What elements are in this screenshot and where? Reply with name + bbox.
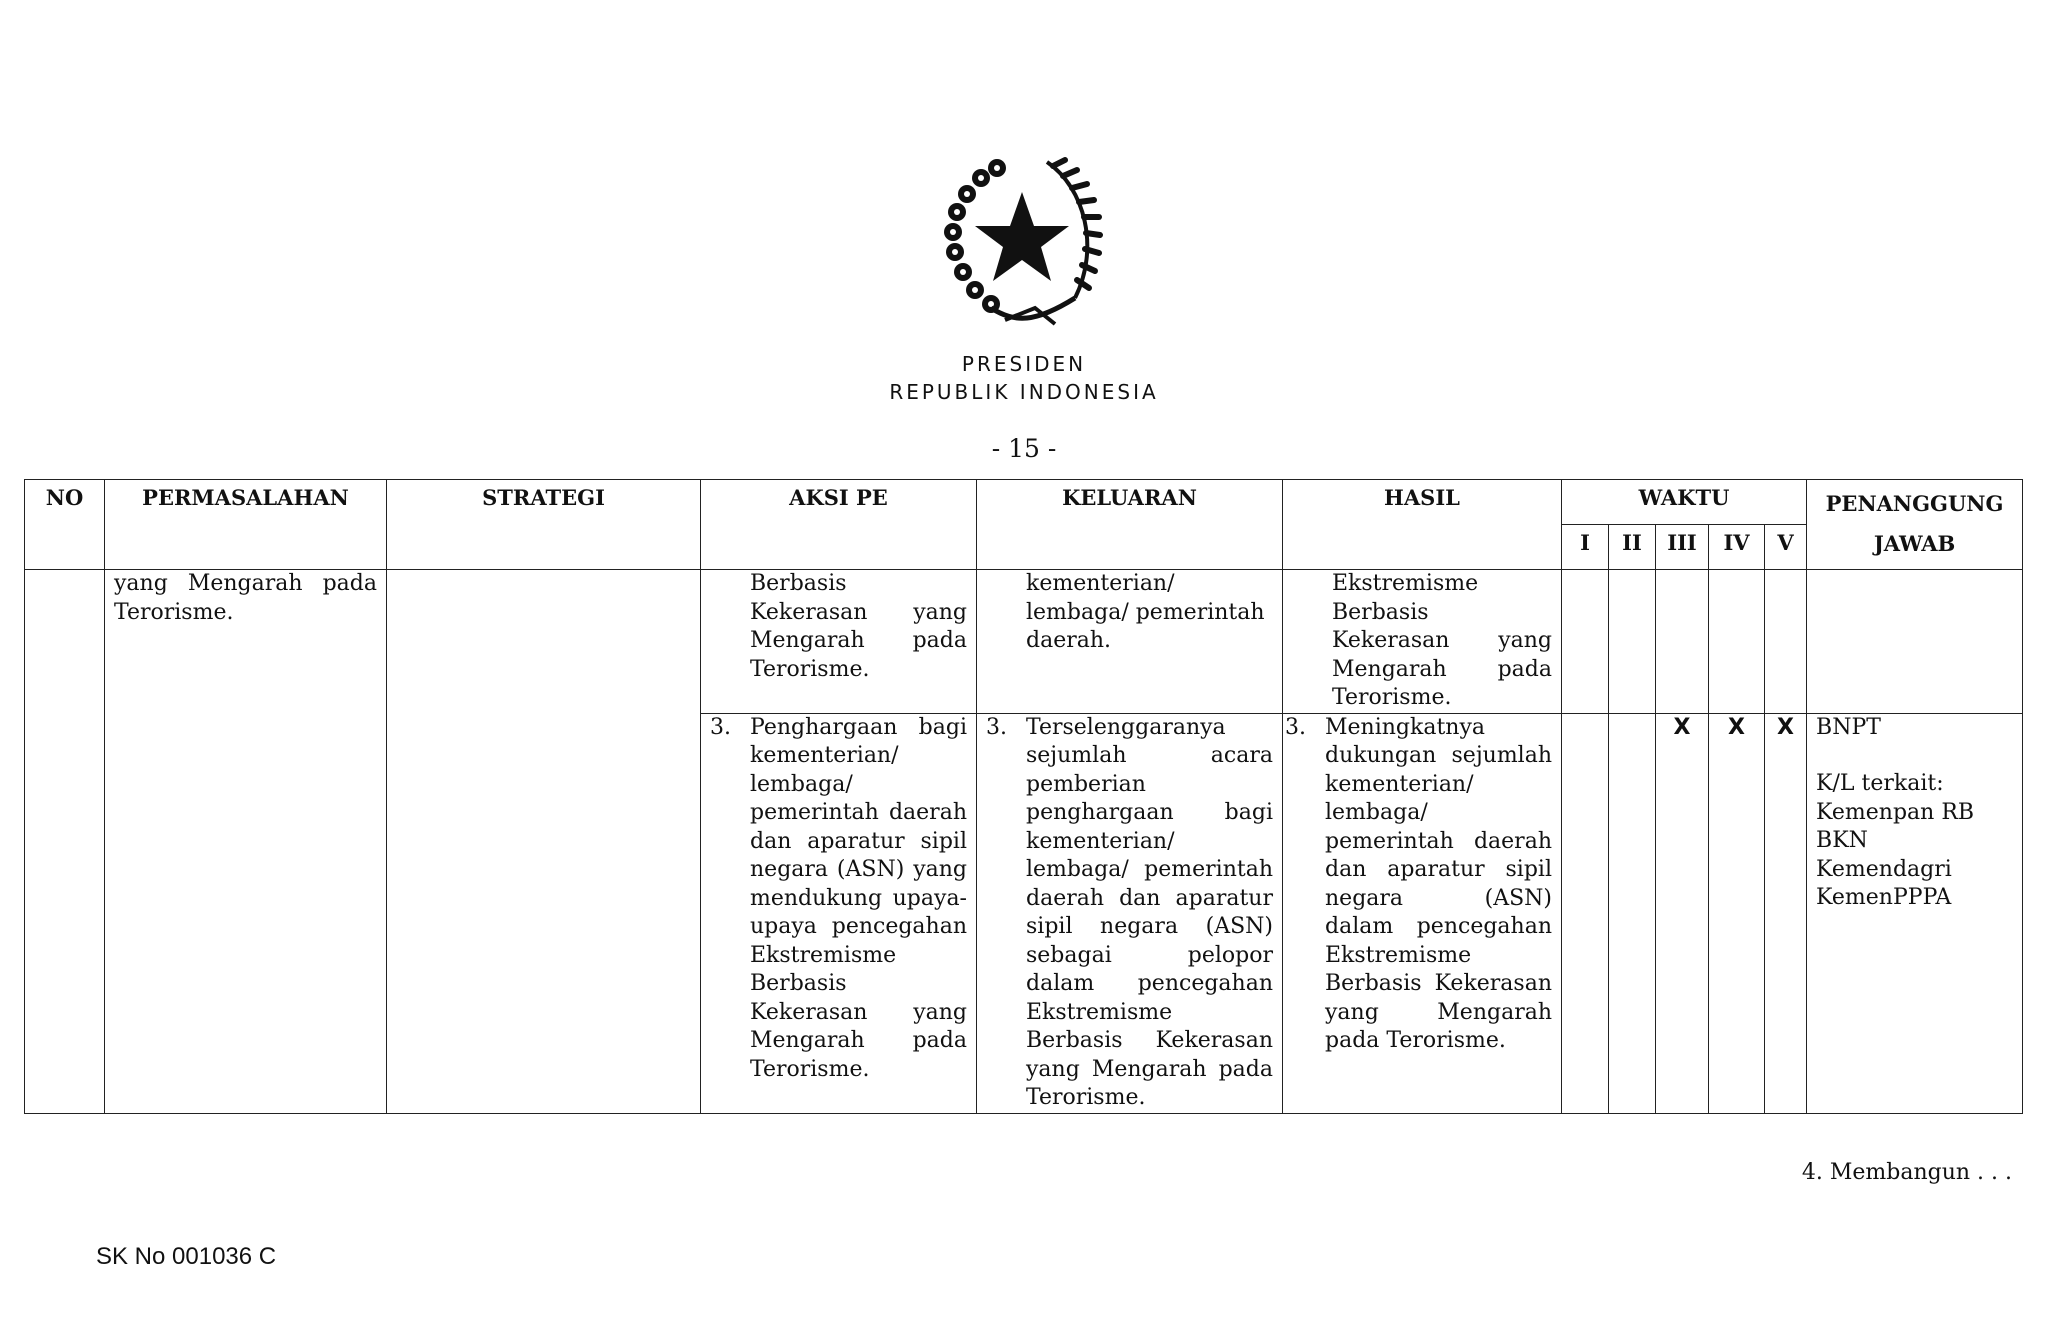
cell-permasalahan: yang Mengarah pada Terorisme. xyxy=(105,570,387,1114)
col-header-waktu-iv: IV xyxy=(1709,525,1765,570)
penanggung-terkait-label: K/L terkait: xyxy=(1816,771,1944,796)
header-line-presiden: PRESIDEN xyxy=(961,352,1087,376)
cell-aksi xyxy=(701,713,977,1113)
cell-no xyxy=(25,570,105,1114)
keluaran-number: 3. xyxy=(986,714,1007,740)
cell-strategi xyxy=(387,570,701,1114)
cell-waktu-ii xyxy=(1609,713,1656,1113)
col-header-no: NO xyxy=(25,480,105,570)
table-row xyxy=(25,570,2023,714)
penanggung-terkait-item: Kemendagri xyxy=(1816,856,1952,882)
sk-number: SK No 001036 C xyxy=(96,1243,277,1270)
keluaran-text: Terselenggaranya sejumlah acara pemberian penghargaan bagi kementerian/ lembaga/ pemerintah daerah dan aparatur sipil negara (ASN) sebagai pelopor dalam pencegahan Ekstremisme Berbasis Kekerasan yang Mengarah pada Terorisme. xyxy=(1026,714,1273,1110)
col-header-penanggung-line1: PENANGGUNG xyxy=(1825,491,2004,516)
col-header-strategi: STRATEGI xyxy=(387,480,701,570)
cell-penanggung xyxy=(1807,713,2023,1113)
col-header-hasil: HASIL xyxy=(1283,480,1562,570)
col-header-waktu-iii: III xyxy=(1656,525,1709,570)
penanggung-terkait-item: BKN xyxy=(1816,828,1868,853)
hasil-number: 3. xyxy=(1285,714,1306,740)
penanggung-terkait-item: KemenPPPA xyxy=(1816,885,1952,910)
table-header-row xyxy=(25,480,2023,525)
cell-hasil-cont xyxy=(1283,570,1562,714)
page-number: - 15 - xyxy=(991,434,1057,463)
cell-waktu-iii: X xyxy=(1656,713,1709,1113)
col-header-permasalahan: PERMASALAHAN xyxy=(105,480,387,570)
aksi-text: Penghargaan bagi kementerian/ lembaga/ pemerintah daerah dan aparatur sipil negara (ASN) yang mendukung upaya-upaya pencegahan Ekstremisme Berbasis Kekerasan yang Mengarah pada Terorisme. xyxy=(750,714,967,1082)
col-header-keluaran: KELUARAN xyxy=(977,480,1283,570)
header-line-republik: REPUBLIK INDONESIA xyxy=(889,380,1159,404)
col-header-waktu-ii: II xyxy=(1609,525,1656,570)
keluaran-cont-text: kementerian/ lembaga/ pemerintah daerah. xyxy=(1026,571,1265,653)
penanggung-terkait-item: Kemenpan RB xyxy=(1816,799,1975,825)
action-plan-table xyxy=(24,479,2023,1114)
cell-waktu-iii xyxy=(1656,570,1709,714)
cell-keluaran-cont xyxy=(977,570,1283,714)
cell-penanggung xyxy=(1807,570,2023,714)
col-header-aksi: AKSI PE xyxy=(701,480,977,570)
col-header-waktu-v: V xyxy=(1765,525,1807,570)
col-header-penanggung-line2: JAWAB xyxy=(1873,531,1956,556)
presidential-emblem-icon xyxy=(935,148,1110,333)
cell-waktu-iv: X xyxy=(1709,713,1765,1113)
cell-hasil xyxy=(1283,713,1562,1113)
hasil-cont-text: Ekstremisme Berbasis Kekerasan yang Mengarah pada Terorisme. xyxy=(1332,571,1552,710)
cell-waktu-v: X xyxy=(1765,713,1807,1113)
aksi-cont-text: Berbasis Kekerasan yang Mengarah pada Terorisme. xyxy=(750,571,967,682)
cell-keluaran xyxy=(977,713,1283,1113)
col-header-penanggung-jawab xyxy=(1807,480,2023,570)
cell-waktu-i xyxy=(1562,713,1609,1113)
penanggung-main: BNPT xyxy=(1816,714,1881,740)
cell-waktu-ii xyxy=(1609,570,1656,714)
aksi-number: 3. xyxy=(710,714,731,740)
continuation-note: 4. Membangun . . . xyxy=(1801,1160,2012,1185)
cell-waktu-i xyxy=(1562,570,1609,714)
hasil-text: Meningkatnya dukungan sejumlah kementerian/ lembaga/ pemerintah daerah dan aparatur sipil negara (ASN) dalam pencegahan Ekstremisme Berbasis Kekerasan yang Mengarah pada Terorisme. xyxy=(1325,714,1552,1053)
cell-aksi-cont xyxy=(701,570,977,714)
col-header-waktu: WAKTU xyxy=(1562,480,1807,525)
cell-waktu-iv xyxy=(1709,570,1765,714)
penanggung-spacer xyxy=(1816,742,2013,770)
cell-waktu-v xyxy=(1765,570,1807,714)
col-header-waktu-i: I xyxy=(1562,525,1609,570)
